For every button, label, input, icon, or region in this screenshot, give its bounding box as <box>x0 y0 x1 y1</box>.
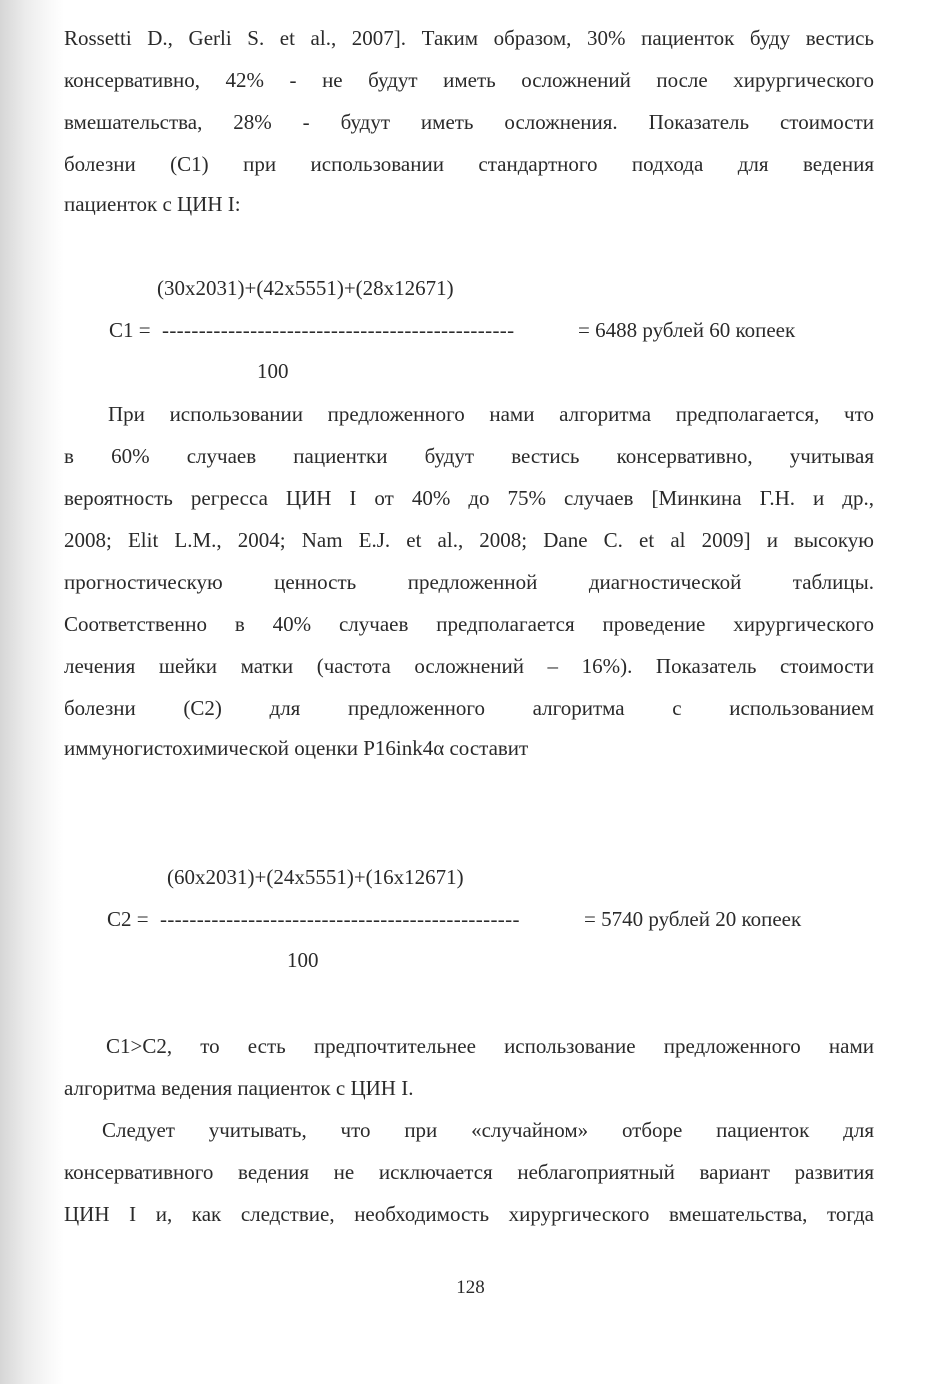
text-line: При использовании предложенного нами алгоритма предполагается, что <box>108 402 874 426</box>
text-line: алгоритма ведения пациенток с ЦИН I. <box>64 1076 414 1100</box>
text-line: иммуногистохимической оценки P16ink4α составит <box>64 736 529 760</box>
formula-denominator: 100 <box>287 948 319 972</box>
text-line: лечения шейки матки (частота осложнений – 16%). Показатель стоимости <box>64 654 874 678</box>
text-line: 2008; Elit L.M., 2004; Nam E.J. et al., 2008; Dane C. et al 2009] и высокую <box>64 528 874 552</box>
fraction-bar: ------------------------------------------------ <box>162 318 515 342</box>
text-line: Rossetti D., Gerli S. et al., 2007]. Таким образом, 30% пациенток буду вестись <box>64 26 874 50</box>
page-number: 128 <box>456 1277 485 1298</box>
text-line: пациенток с ЦИН I: <box>64 192 241 216</box>
text-line: прогностическую ценность предложенной диагностической таблицы. <box>64 570 874 594</box>
text-line: Следует учитывать, что при «случайном» отборе пациенток для <box>102 1118 874 1142</box>
formula-denominator: 100 <box>257 359 289 383</box>
text-line: болезни (С2) для предложенного алгоритма с использованием <box>64 696 874 720</box>
text-line: в 60% случаев пациентки будут вестись консервативно, учитывая <box>64 444 874 468</box>
text-line: ЦИН I и, как следствие, необходимость хирургического вмешательства, тогда <box>64 1202 874 1226</box>
formula-lhs: С1 = <box>109 318 151 342</box>
fraction-bar: ------------------------------------------------- <box>160 907 520 931</box>
text-line: вероятность регресса ЦИН I от 40% до 75% случаев [Минкина Г.Н. и др., <box>64 486 874 510</box>
text-line: вмешательства, 28% - будут иметь осложнения. Показатель стоимости <box>64 110 874 134</box>
formula-numerator: (30х2031)+(42х5551)+(28х12671) <box>157 276 454 300</box>
formula-lhs: С2 = <box>107 907 149 931</box>
text-line: консервативного ведения не исключается неблагоприятный вариант развития <box>64 1160 874 1184</box>
formula-result: = 6488 рублей 60 копеек <box>578 318 796 342</box>
text-line: С1>С2, то есть предпочтительнее использование предложенного нами <box>106 1034 874 1058</box>
formula-result: = 5740 рублей 20 копеек <box>584 907 802 931</box>
text-line: консервативно, 42% - не будут иметь осложнений после хирургического <box>64 68 874 92</box>
text-line: болезни (С1) при использовании стандартного подхода для ведения <box>64 152 874 176</box>
text-line: Соответственно в 40% случаев предполагается проведение хирургического <box>64 612 874 636</box>
formula-numerator: (60х2031)+(24х5551)+(16х12671) <box>167 865 464 889</box>
